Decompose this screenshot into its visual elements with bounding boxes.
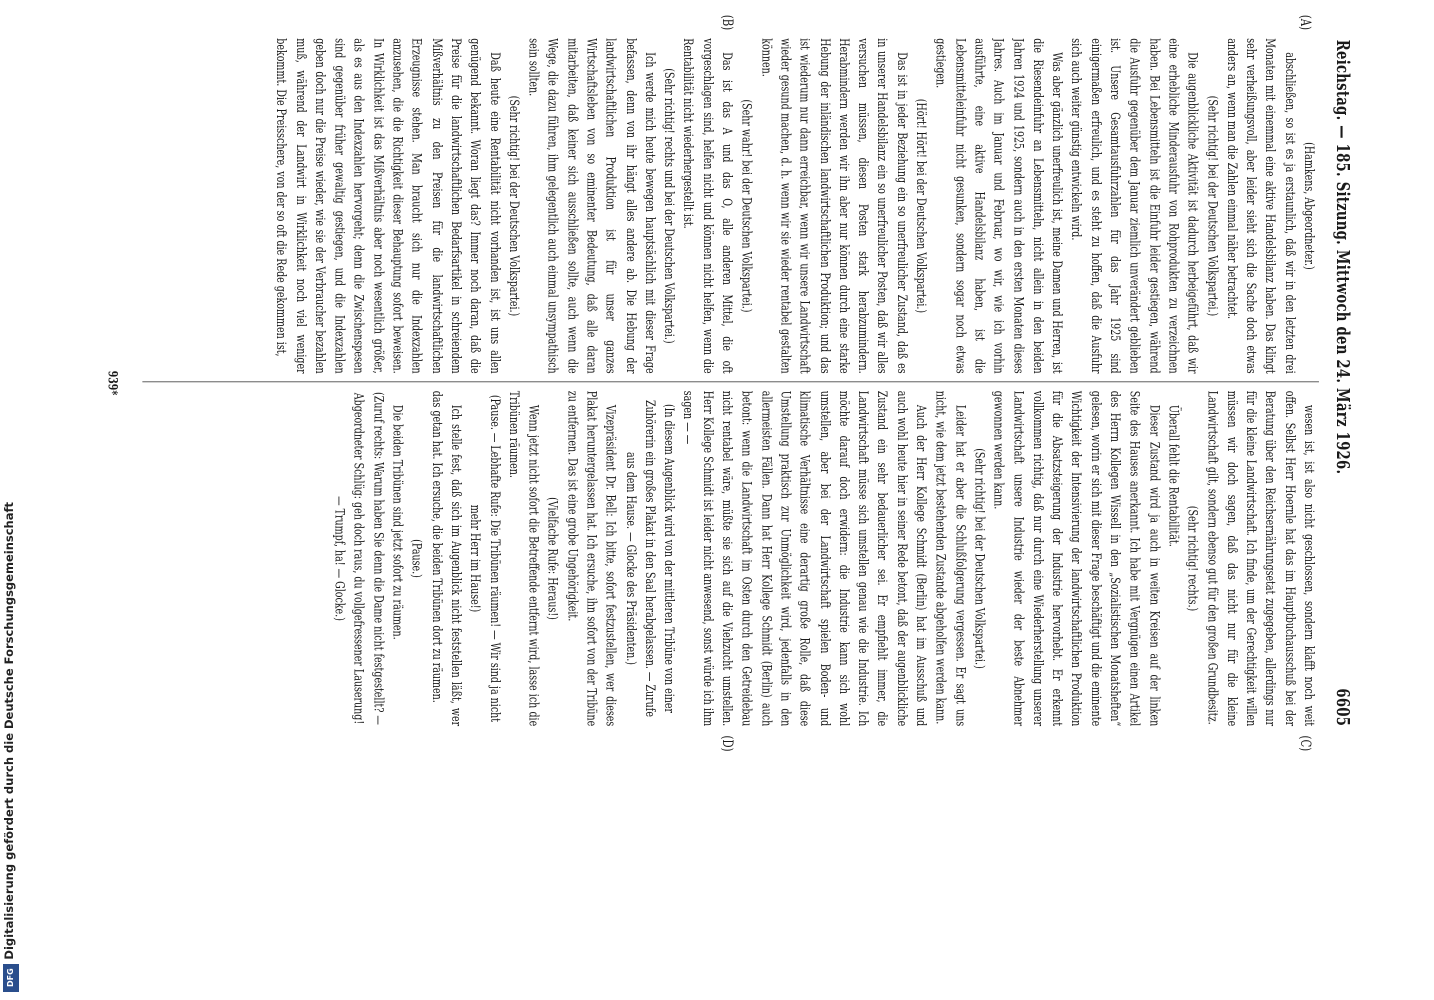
paragraph: Dieser Zustand wird ja auch in weiten Kreisen auf der linken Seite des Hauses anerkannt. Ich habe mit Vergnügen einen Artikel des Herrn Kollegen Wissell in den „Sozialistischen Monatsheften“ gelesen, worin er sich mit dieser Frage beschäftigt und die eminente Wichtigkeit der Intensivierung der landwirtschaftlichen Produktion für die Absatzsteigerung der Industrie hervorhebt. Er erkennt vollkommen richtig, daß nur durch eine Wiederherstellung unserer Landwirtschaft unsere Industrie wieder der beste Abnehmer gewonnen werden kann. <box>991 390 1162 727</box>
left-text-column <box>132 38 1319 373</box>
attribution-strip <box>0 0 22 1000</box>
paragraph: Leider hat er aber die Schlußfolgerung vergessen. Er sagt uns nicht, wie dem jetzt bestehenden Zustande abgeholfen werden kann. <box>933 390 968 727</box>
paragraph: (Hört! Hört! bei der Deutschen Volkspartei.) <box>914 98 929 314</box>
paragraph: Auch der Herr Kollege Schmidt (Berlin) hat im Ausschuß und auch wohl heute hier in seiner Rede betont, daß der augenblickliche Zustand ein sehr bedauerlicher sei. Er empfiehlt immer, die Landwirtschaft müsse sich umstellen genau wie die Industrie. Ich möchte darauf doch erwidern: die Industrie kann sich wohl umstellen, aber bei der Landwirtschaft spielen Boden- und klimatische Verhältnisse eine derartig große Rolle, daß diese Umstellung praktisch zur Unmöglichkeit wird, jedenfalls in den allermeisten Fällen. Dann hat Herr Kollege Schmidt (Berlin) auch betont: wenn die Landwirtschaft im Osten durch den Getreidebau nicht rentabel wäre, müßte sie sich auf die Viehzucht umstellen. Herr Kollege Schmidt ist leider nicht anwesend, sonst würde ich ihm sagen — — <box>681 390 929 727</box>
paragraph: Das ist das A und das O, alle anderen Mittel, die oft vorgeschlagen sind, helfen nicht und können nicht helfen, wenn die Rentabilität nicht wiederhergestellt ist. <box>681 38 735 374</box>
paragraph: Was aber gänzlich unerfreulich ist, meine Damen und Herren, ist die Riesendeinfuhr an Lebensmitteln, nicht allein in den beiden Jahren 1924 und 1925, sondern auch in den ersten Monaten dieses Jahres. Auch im Januar und Februar, wo wir, wie ich vorhin ausführte, eine aktive Handelsbilanz haben, ist die Lebensmitteleinfuhr nicht gesunken, sondern sogar noch etwas gestiegen. <box>933 38 1065 374</box>
rotated-page <box>51 14 1355 752</box>
paragraph: (Sehr richtig! rechts und bei der Deutschen Volkspartei.) <box>661 68 677 344</box>
paragraph: wesen ist, ist also nicht geschlossen, sondern klafft noch weit offen. Selbst Herr Hoernle hat das im Hauptbuchausschuß bei der Beratung über den Reichsernährungsetat zugegeben, allerdings nur für die kleine Landwirtschaft. Ich finde, um der Gerechtigkeit willen müssen wir doch sagen, daß das nicht nur für die kleine Landwirtschaft gilt, sondern ebenso gut für den großen Grundbesitz. <box>1205 390 1317 727</box>
page-number: 6605 <box>1331 688 1353 727</box>
paragraph: Ich werde mich heute bewegen hauptsächlich mit dieser Frage befassen, denn von ihr hängt alles andere ab. Die Hebung der landwirtschaftlichen Produktion ist für unser ganzes Wirtschaftsleben von so eminenter Bedeutung, daß alle daran mitarbeiten, daß keiner sich ausschließen sollte, auch wenn die Wege, die dazu führen, ihm gelegentlich auch einmal unsympathisch sein sollten. <box>526 38 658 374</box>
paragraph: Daß heute eine Rentabilität nicht vorhanden ist, ist uns allen genügend bekannt. Woran liegt das? Immer noch daran, daß die Preise für die landwirtschaftlichen Bedarfsartikel in schreiendem Mißverhältnis zu den Preisen für die landwirtschaftlichen Erzeugnisse stehen. Man braucht sich nur die Indexzahlen anzusehen, die die Richtigkeit dieser Behauptung sofort beweisen. In Wirklichkeit ist das Mißverhältnis aber noch wesentlich größer, als es aus den Indexzahlen hervorgeht; denn die Zwischenspesen sind gegenüber früher gewaltig gestiegen, und die Indexzahlen geben doch nur die Preise wieder, wie sie der Verbraucher bezahlen muß, während der Landwirt in Wirklichkeit noch viel weniger bekommt. Die Preisschere, von der so oft die Rede gekommen ist, <box>274 38 503 374</box>
paragraph: (Sehr richtig! bei der Deutschen Volkspartei.) <box>972 448 988 669</box>
page-content <box>51 14 1355 752</box>
right-text-column <box>132 391 1319 726</box>
paragraph: Wenn jetzt nicht sofort die Betreffende entfernt wird, lasse ich die Tribünen räumen. <box>506 390 542 727</box>
paragraph: (Hamkens, Abgeordneter.) <box>1302 142 1317 270</box>
paragraph: (In diesem Augenblick wird von der mittleren Tribüne von einer Zuhörerin ein großes Plakat in den Saal herabgelassen. — Zurufe aus dem Hause. — Glocke des Präsidenten.) <box>623 400 677 717</box>
paragraph: Die beiden Tribünen sind jetzt sofort zu räumen. <box>390 404 406 640</box>
paragraph: (Vielfache Rufe: Heraus!) <box>545 497 561 620</box>
margin-mark-a: (A) <box>1296 14 1313 31</box>
paragraph: (Sehr wahr! bei der Deutschen Volkspartei.) <box>739 99 755 313</box>
dfg-logo: DFG <box>3 964 19 992</box>
signature-mark: 939* <box>105 370 121 396</box>
paragraph: (Sehr richtig! rechts.) <box>1185 505 1201 612</box>
margin-mark-d: (D) <box>719 735 735 752</box>
attribution-text: Digitalisierung gefördert durch die Deutsche Forschungsgemeinschaft <box>2 502 16 960</box>
margin-mark-b: (B) <box>719 14 735 31</box>
paragraph: Vizepräsident Dr. Bell: Ich bitte, sofort festzustellen, wer dieses Plakat heruntergelassen hat. Ich ersuche, ihn sofort von der Tribüne zu entfernen. Das ist eine grobe Ungehörigkeit. <box>565 390 619 727</box>
header-title: Reichstag. — 185. Sitzung. Mittwoch den 24. März 1926. <box>1331 39 1353 475</box>
paragraph: abschließen, so ist es ja erstaunlich, daß wir in den letzten drei Monaten mit einemmal eine aktive Handelsbilanz haben. Das klingt sehr verheißungsvoll, aber leider sieht sich die Sache doch etwas anders an, wenn man die Zahlen einmal näher betrachtet. <box>1224 38 1298 374</box>
page-header <box>1323 32 1355 734</box>
paragraph: (Pause. — Lebhafte Rufe: Die Tribünen räumen! — Wir sind ja nicht mehr Herr im Hause!) <box>468 394 503 723</box>
paragraph: Das ist in jeder Beziehung ein so unerfreulicher Zustand, daß es in unserer Handelsbilanz ein so unerfreulicher Posten, daß wir alles versuchen müssen, diesen Posten stark herabzumindern. Herabmindern werden wir ihn aber nur können durch eine starke Hebung der inländischen landwirtschaftlichen Produktion; und das ist wiederum nur dann erreichbar, wenn wir unsere Landwirtschaft wieder gesund machen, d. h. wenn wir sie wieder rentabel gestalten können. <box>758 38 910 374</box>
paragraph: (Sehr richtig! bei der Deutschen Volkspartei.) <box>1205 95 1220 317</box>
paragraph: Überall fehlt die Rentabilität. <box>1166 404 1182 547</box>
paragraph: (Pause.) <box>409 539 425 578</box>
paragraph: (Sehr richtig! bei der Deutschen Volkspartei.) <box>506 95 522 317</box>
paragraph: (Zuruf rechts: Warum haben Sie denn die Dame nicht festgestellt? — Abgeordneter Schlüg: geh doch raus, du vollgefressener Lauserung! — Trumpf, ha! — Glocke.) <box>332 392 386 725</box>
column-divider <box>142 381 1319 382</box>
paragraph: Die augenblickliche Aktivität ist dadurch herbeigeführt, daß wir eine erhebliche Minderausfuhr von Rohprodukten zu verzeichnen haben. Bei Lebensmitteln ist die Einfuhr leider gestiegen, während die Ausfuhr gegenüber dem Januar ziemlich unverändert geblieben ist. Unsere Gesamtausfuhrzahlen für das Jahr 1925 sind einigermaßen erfreulich, und es steht zu hoffen, daß die Ausfuhr sich auch weiter günstig entwickeln wird. <box>1069 38 1201 374</box>
margin-mark-c: (C) <box>1296 735 1313 752</box>
paragraph: Ich stelle fest, daß sich im Augenblick nicht feststellen läßt, wer das getan hat. Ich ersuche, die beiden Tribünen dort zu räumen. <box>429 390 464 727</box>
